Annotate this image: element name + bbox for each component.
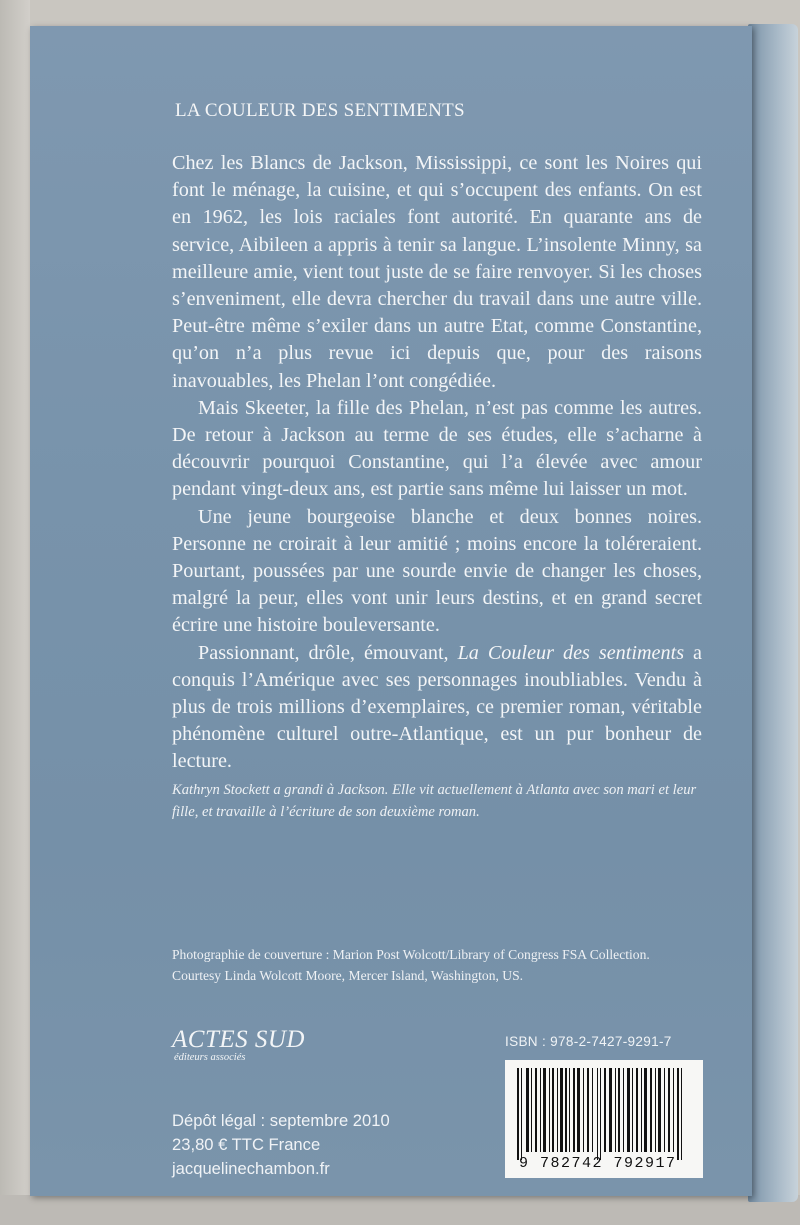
table-surface-bottom [0,1195,800,1225]
photo-credit-line-1: Photographie de couverture : Marion Post Wolcott/Library of Congress FSA Collection. [172,947,650,962]
barcode [505,1060,703,1178]
blurb-p4-end: a conquis l’Amérique avec ses personnages inoubliables. Vendu à plus de trois millions d’exemplaires, ce premier roman, véritable phénomène culturel outre-Atlantique, est un pur bonheur de lecture. [172,641,702,773]
barcode-number: 9 782742 792917 [519,1155,677,1172]
blurb-paragraph-4 [172,640,702,776]
blurb [172,150,702,776]
book-title: LA COULEUR DES SENTIMENTS [175,100,465,121]
blurb-paragraph-3: Une jeune bourgeoise blanche et deux bonnes noires. Personne ne croirait à leur amitié ; moins encore la toléreraient. Pourtant, poussées par une sourde envie de changer les choses, malgré la peur, elles vont unir leurs destins, et en grand secret écrire une histoire bouleversante. [172,505,702,637]
blurb-p4-start: Passionnant, drôle, émouvant, [198,641,458,664]
photo-credit-line-2: Courtesy Linda Wolcott Moore, Mercer Island, Washington, US. [172,968,524,983]
author-bio-text: Kathryn Stockett a grandi à Jackson. Elle vit actuellement à Atlanta avec son mari et leur fille, et travaille à l’écriture de son deuxième roman. [172,782,697,820]
blurb-paragraph-1: Chez les Blancs de Jackson, Mississippi, ce sont les Noires qui font le ménage, la cuisine, et qui s’occupent des enfants. On est en 1962, les lois raciales font autorité. En quarante ans de service, Aibileen a appris à tenir sa langue. L’insolente Minny, sa meilleure amie, vient tout juste de se faire renvoyer. Si les choses s’enveniment, elle devra chercher du travail dans une autre ville. Peut-être même s’exiler dans un autre Etat, comme Constantine, qu’on n’a plus revue ici depuis que, pour des raisons inavouables, les Phelan l’ont congédiée. [172,152,702,392]
publisher-subtitle: éditeurs associés [174,1052,246,1063]
table-surface-left [0,0,30,1225]
author-bio [172,779,702,823]
back-cover [30,26,752,1196]
publisher-logo [172,1026,305,1063]
legal-deposit: Dépôt légal : septembre 2010 [172,1111,390,1130]
isbn: ISBN : 978-2-7427-9291-7 [505,1034,672,1049]
publisher-name: ACTES SUD [172,1026,305,1053]
blurb-p4-book-title: La Couleur des sentiments [457,641,685,664]
publisher-website: jacquelinechambon.fr [172,1159,330,1178]
book-spine-edge [748,24,798,1202]
price: 23,80 € TTC France [172,1135,321,1154]
photo-credits [172,944,712,986]
blurb-paragraph-2: Mais Skeeter, la fille des Phelan, n’est pas comme les autres. De retour à Jackson au terme de ses études, elle s’acharne à découvrir pourquoi Constantine, qui l’a élevée avec amour pendant vingt-deux ans, est partie sans même lui laisser un mot. [172,396,702,501]
legal-info [172,1109,390,1181]
